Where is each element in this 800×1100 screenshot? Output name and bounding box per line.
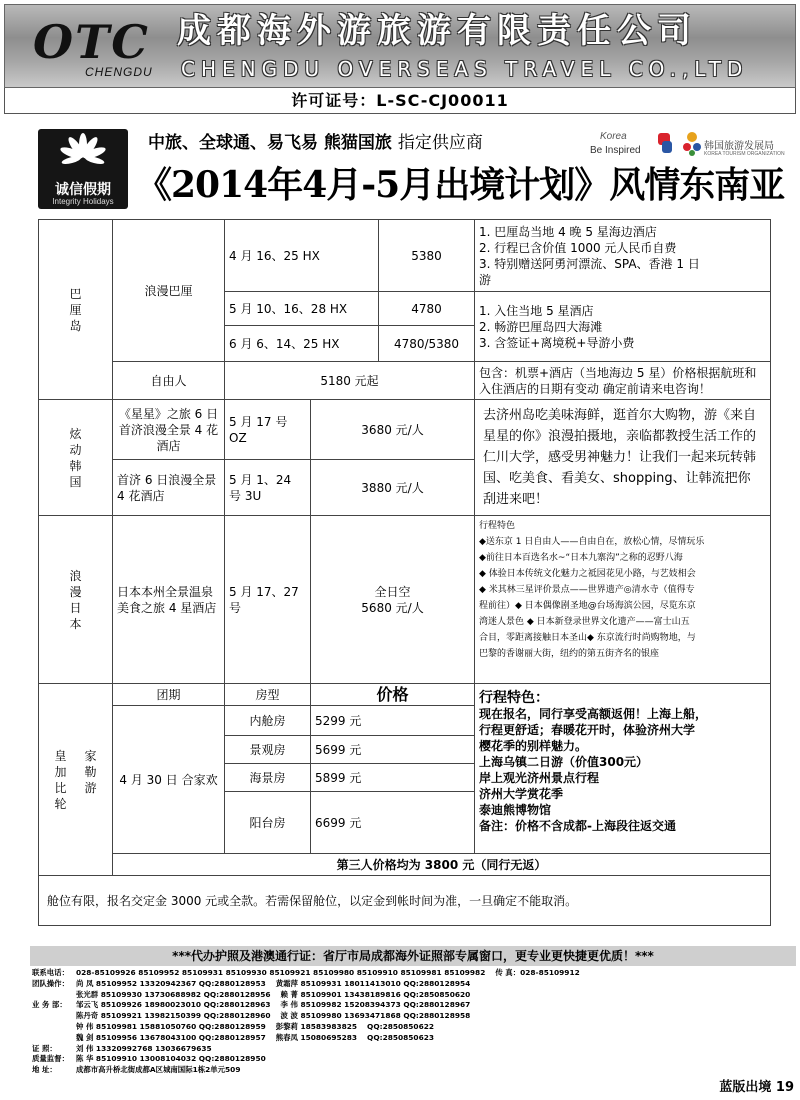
korea-tourism-logo (590, 129, 785, 165)
contact-entry: 魏 剑 85109956 13678043100 QQ:2880128957 (76, 1032, 266, 1042)
table-row (39, 876, 771, 926)
price (311, 516, 475, 684)
package-notes: 包含：机票+酒店（当地海边 5 星）价格根据航班和入住酒店的日期有变动 确定前请来电咨询！ (475, 362, 771, 400)
contact-entry: 成都市高升桥北街成都A区城南国际1栋2单元509 (76, 1065, 241, 1075)
contact-entry: 彭黎莉 18583983825 (275, 1021, 358, 1031)
room-type: 内舱房 (225, 706, 311, 736)
contact-entry: 刘 伟 13320992768 13036679635 (76, 1043, 212, 1053)
contact-entry: QQ:2850850623 (367, 1032, 434, 1042)
table-row (39, 854, 771, 876)
price: 5180 元起 (225, 362, 475, 400)
korea-word: Korea (600, 131, 627, 142)
passport-service-bar: ***代办护照及港澳通行证：省厅市局成都海外证照部专属窗口，更专业更快捷更优质！*** (30, 946, 796, 966)
license-number: 许可证号：L-SC-CJ00011 (4, 88, 796, 114)
contact-entry: 尚 凤 85109952 13320942367 QQ:2880128953 (76, 978, 266, 988)
contacts-block (32, 968, 792, 1076)
price: 5380 (379, 220, 475, 292)
contact-row (32, 1044, 792, 1055)
room-type: 景观房 (225, 736, 311, 764)
contact-entry: QQ:2850850622 (367, 1021, 434, 1031)
brand-name-en: Integrity Holidays (52, 197, 114, 206)
contact-entry: 李 伟 85109982 15208394373 QQ:2880128967 (280, 1000, 471, 1010)
notes-title: 行程特色 (479, 521, 516, 531)
header-group: 团期 (113, 684, 225, 706)
otc-logo (27, 15, 167, 85)
integrity-holidays-logo (38, 129, 128, 209)
promo-banner (30, 125, 785, 215)
table-row (39, 516, 771, 684)
logo-subtext: CHENGDU (85, 65, 153, 79)
kto-icon (682, 131, 702, 157)
region-japan: 浪 漫 日 本 (39, 516, 113, 684)
contact-row (32, 979, 792, 990)
departure-date: 5 月 17 号 OZ (225, 400, 311, 460)
contact-label: 地 址： (32, 1065, 57, 1075)
room-price: 5899 元 (311, 764, 475, 792)
package-name: 浪漫巴厘 (113, 220, 225, 362)
company-name-cn: 成都海外游旅游有限责任公司 (177, 11, 697, 51)
contact-label: 质量监督： (32, 1054, 69, 1064)
room-price: 5299 元 (311, 706, 475, 736)
region-korea: 炫 动 韩 国 (39, 400, 113, 516)
departure-date: 5 月 10、16、28 HX (225, 292, 379, 326)
flower-icon (58, 133, 108, 177)
korea-tagline: Be Inspired (590, 145, 641, 156)
third-person-price: 第三人价格均为 3800 元（同行无返） (113, 854, 771, 876)
room-type: 阳台房 (225, 792, 311, 854)
table-row (39, 362, 771, 400)
supplier-names: 中旅、全球通、易飞易 熊猫国旅 (148, 133, 392, 153)
contact-row (32, 990, 792, 1001)
contact-entry: 陈丹奇 85109921 13982150399 QQ:2880128960 (76, 1011, 271, 1021)
contact-entry: 黄霜萍 85109931 18011413010 QQ:2880128954 (275, 978, 471, 988)
contact-label: 团队操作： (32, 978, 69, 988)
header-banner (4, 4, 796, 88)
price: 3680 元/人 (311, 400, 475, 460)
package-notes: 1. 入住当地 5 星酒店 2. 畅游巴厘岛四大海滩 3. 含签证+离境税+导游小费 (475, 292, 771, 362)
plan-title: 《2014年4月-5月出境计划》风情东南亚 (136, 164, 785, 206)
price: 3880 元/人 (311, 460, 475, 516)
supplier-line (148, 131, 483, 155)
price-value: 5680 元/人 (361, 600, 424, 615)
notes-title: 行程特色： (479, 690, 549, 706)
contact-row (32, 968, 792, 979)
package-notes: 行程特色： 现在报名，同行享受高额返佣！上海上船， 行程更舒适；春暖花开时，体验济州大学 樱花季的别样魅力。 上海乌镇二日游（价值300元） 岸上观光济州景点行程 济州大学赏花季 泰迪熊博物馆 备注：价格不含成都-上海段往返交通 (475, 684, 771, 854)
package-name: 日本本州全景温泉美食之旅 4 星酒店 (113, 516, 225, 684)
booking-note: 舱位有限，报名交定金 3000 元或全款。若需保留舱位，以定金到帐时间为准，一旦确定不能取消。 (39, 876, 771, 926)
departure-date: 4 月 16、25 HX (225, 220, 379, 292)
package-notes: 1. 巴厘岛当地 4 晚 5 星海边酒店 2. 行程已含价值 1000 元人民币自费 3. 特别赠送阿勇河漂流、SPA、香港 1 日 游 (475, 220, 771, 292)
korea-org-name-en: KOREA TOURISM ORGANIZATION (704, 151, 785, 157)
package-name: 《星星》之旅 6 日首济浪漫全景 4 花酒店 (113, 400, 225, 460)
room-price: 5699 元 (311, 736, 475, 764)
package-name: 首济 6 日浪漫全景 4 花酒店 (113, 460, 225, 516)
contact-entry: 传 真：028-85109912 (495, 968, 580, 977)
brand-name: 诚信假期 (55, 182, 111, 198)
korea-org-name: 韩国旅游发展局 (704, 141, 774, 152)
designated-supplier: 指定供应商 (397, 133, 483, 153)
group-date: 4 月 30 日 合家欢 (113, 706, 225, 854)
departure-date: 6 月 6、14、25 HX (225, 326, 379, 362)
itinerary-table (38, 219, 771, 926)
contact-entry: 波 波 85109980 13693471868 QQ:2880128958 (280, 1011, 471, 1021)
contact-entry: 邹云飞 85109926 18980023010 QQ:2880128963 (76, 1000, 271, 1010)
logo-text: OTC (33, 15, 150, 69)
contact-entry: 赖 菁 85109901 13438189816 QQ:2850850620 (280, 989, 471, 999)
table-row (39, 684, 771, 706)
contact-entry: 熊春凤 15080695283 (275, 1032, 358, 1042)
package-notes: 去济州岛吃美味海鲜，逛首尔大购物，游《来自星星的你》浪漫拍摄地，亲临都教授生活工作的仁川大学，感受男神魅力！让我们一起来玩转韩国、吃美食、看美女、shopping、让韩流把你刮进来吧！ (475, 400, 771, 516)
contact-label: 证 照： (32, 1043, 57, 1053)
header-price: 价格 (311, 684, 475, 706)
page-footer: 蓝版出境 19 (719, 1080, 794, 1095)
room-type: 海景房 (225, 764, 311, 792)
package-notes: 行程特色 ◆送东京 1 日自由人——自由自在，放松心情，尽情玩乐 ◆前往日本百选名水~“日本九寨沟”之称的忍野八海 ◆ 体验日本传统文化魅力之祗园花见小路，与艺妓相会 ◆ 米其林三星评价景点——世界遗产◎清水寺（值得专 程前往）◆ 日本偶像剧圣地@台场海滨公园，尽览东京 湾迷人景色 ◆ 日本新登录世界文化遗产——富士山五 合目，零距离接触日本圣山◆ 东京流行时尚购物地，与 巴黎的香谢丽大街，纽约的第五街齐名的银座 (475, 516, 771, 684)
contact-row (32, 1033, 792, 1044)
contact-entry: 张光群 85109930 13730688982 QQ:2880128956 (76, 989, 271, 999)
region-cruise: 皇 加 比 轮 家 勒 游 (39, 684, 113, 876)
contact-label: 业 务 部： (32, 1000, 67, 1010)
package-name: 自由人 (113, 362, 225, 400)
departure-date: 5 月 1、24 号 3U (225, 460, 311, 516)
departure-date: 5 月 17、27 号 (225, 516, 311, 684)
company-name-en: CHENGDU OVERSEAS TRAVEL CO.,LTD (181, 57, 749, 81)
contact-row (32, 1000, 792, 1011)
price: 4780 (379, 292, 475, 326)
contact-row (32, 1011, 792, 1022)
table-row (39, 220, 771, 292)
price: 4780/5380 (379, 326, 475, 362)
korea-brand-icon (656, 131, 674, 155)
table-row (39, 400, 771, 460)
contact-row (32, 1022, 792, 1033)
contact-entry: 钟 伟 85109981 15881050760 QQ:2880128959 (76, 1021, 266, 1031)
header-room: 房型 (225, 684, 311, 706)
contact-label: 联系电话： (32, 968, 69, 977)
contact-entry: 028-85109926 85109952 85109931 85109930 85109921 85109980 85109910 85109981 85109982 (76, 968, 486, 977)
contact-entry: 陈 华 85109910 13008104032 QQ:2880128950 (76, 1054, 266, 1064)
airline: 全日空 (374, 584, 411, 599)
contact-row (32, 1054, 792, 1065)
room-price: 6699 元 (311, 792, 475, 854)
region-bali: 巴 厘 岛 (39, 220, 113, 400)
contact-row (32, 1065, 792, 1076)
